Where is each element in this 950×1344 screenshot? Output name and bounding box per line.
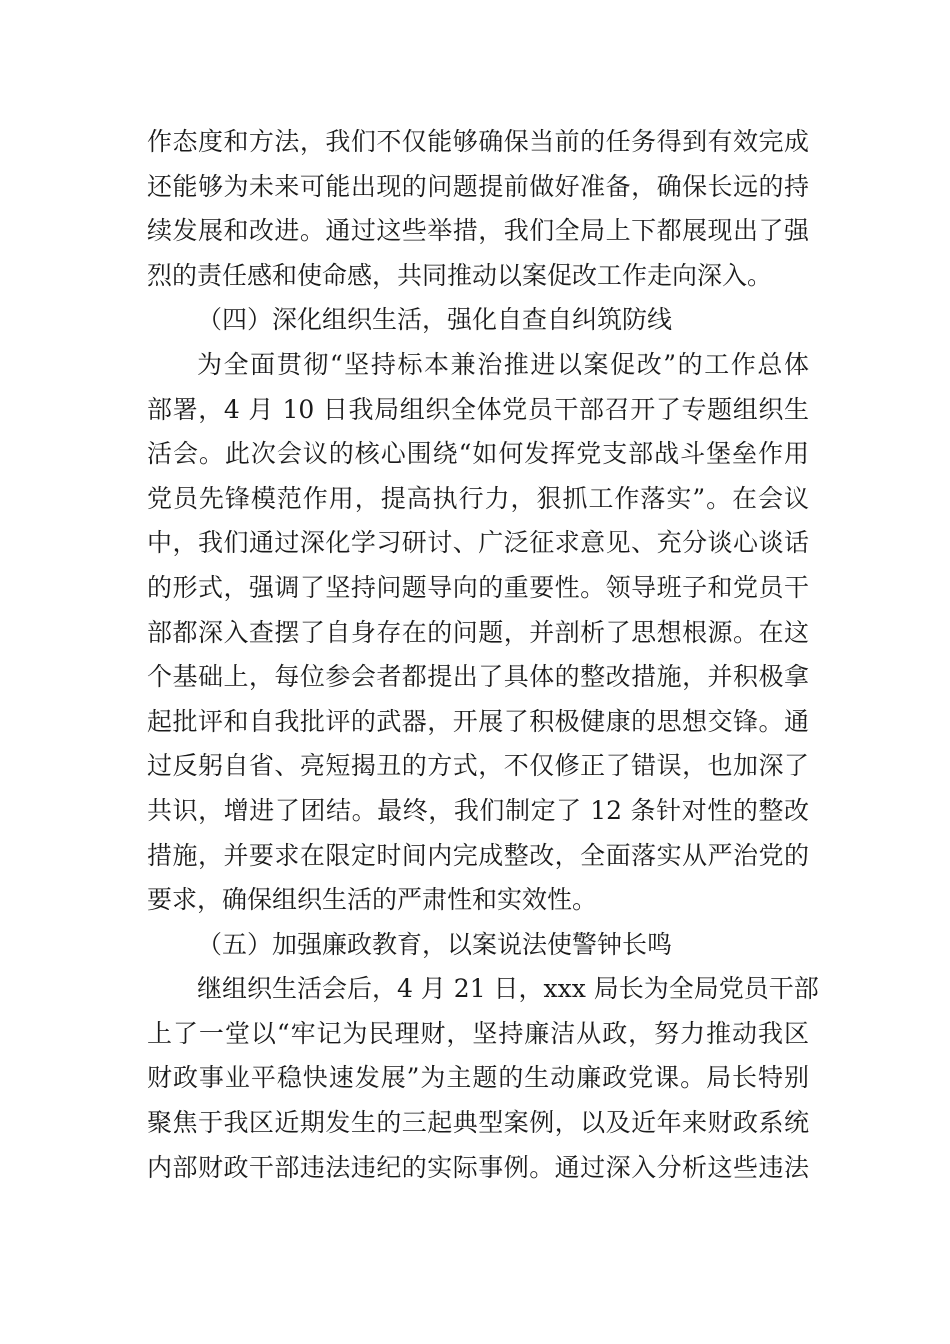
text-line: 还能够为未来可能出现的问题提前做好准备，确保长远的持 (147, 171, 809, 201)
text-line: 个基础上，每位参会者都提出了具体的整改措施，并积极拿 (147, 662, 809, 692)
text-line: 起批评和自我批评的武器，开展了积极健康的思想交锋。通 (147, 706, 809, 736)
text-line: 部署，4 月 10 日我局组织全体党员干部召开了专题组织生 (147, 394, 809, 424)
text-line: 财政事业平稳快速发展”为主题的生动廉政党课。局长特别 (147, 1063, 809, 1093)
text-line: 党员先锋模范作用，提高执行力，狠抓工作落实”。在会议 (147, 483, 809, 513)
text-line: 的形式，强调了坚持问题导向的重要性。领导班子和党员干 (147, 572, 809, 602)
text-line: 烈的责任感和使命感，共同推动以案促改工作走向深入。 (147, 260, 773, 290)
section-heading-5: （五）加强廉政教育，以案说法使警钟长鸣 (197, 929, 673, 959)
text-line: 聚焦于我区近期发生的三起典型案例，以及近年来财政系统 (147, 1108, 809, 1138)
text-line: 作态度和方法，我们不仅能够确保当前的任务得到有效完成 (147, 127, 809, 156)
text-line: 继组织生活会后，4 月 21 日，xxx 局长为全局党员干部 (197, 974, 819, 1004)
text-line: 上了一堂以“牢记为民理财，坚持廉洁从政，努力推动我区 (147, 1018, 809, 1048)
text-line: 共识，增进了团结。最终，我们制定了 12 条针对性的整改 (147, 795, 809, 825)
text-line: 要求，确保组织生活的严肃性和实效性。 (147, 885, 598, 915)
text-line: 部都深入查摆了自身存在的问题，并剖析了思想根源。在这 (147, 617, 809, 647)
text-line: 内部财政干部违法违纪的实际事例。通过深入分析这些违法 (147, 1152, 809, 1182)
text-line: 续发展和改进。通过这些举措，我们全局上下都展现出了强 (147, 216, 809, 246)
text-line: 过反躬自省、亮短揭丑的方式，不仅修正了错误，也加深了 (147, 751, 809, 781)
text-line: 措施，并要求在限定时间内完成整改，全面落实从严治党的 (147, 840, 809, 870)
text-line: 为全面贯彻“坚持标本兼治推进以案促改”的工作总体 (197, 349, 809, 379)
text-line: 中，我们通过深化学习研讨、广泛征求意见、充分谈心谈话 (147, 528, 809, 558)
text-line: 活会。此次会议的核心围绕“如何发挥党支部战斗堡垒作用 (147, 439, 809, 469)
document-body (147, 120, 819, 1190)
section-heading-4: （四）深化组织生活，强化自查自纠筑防线 (197, 305, 673, 335)
